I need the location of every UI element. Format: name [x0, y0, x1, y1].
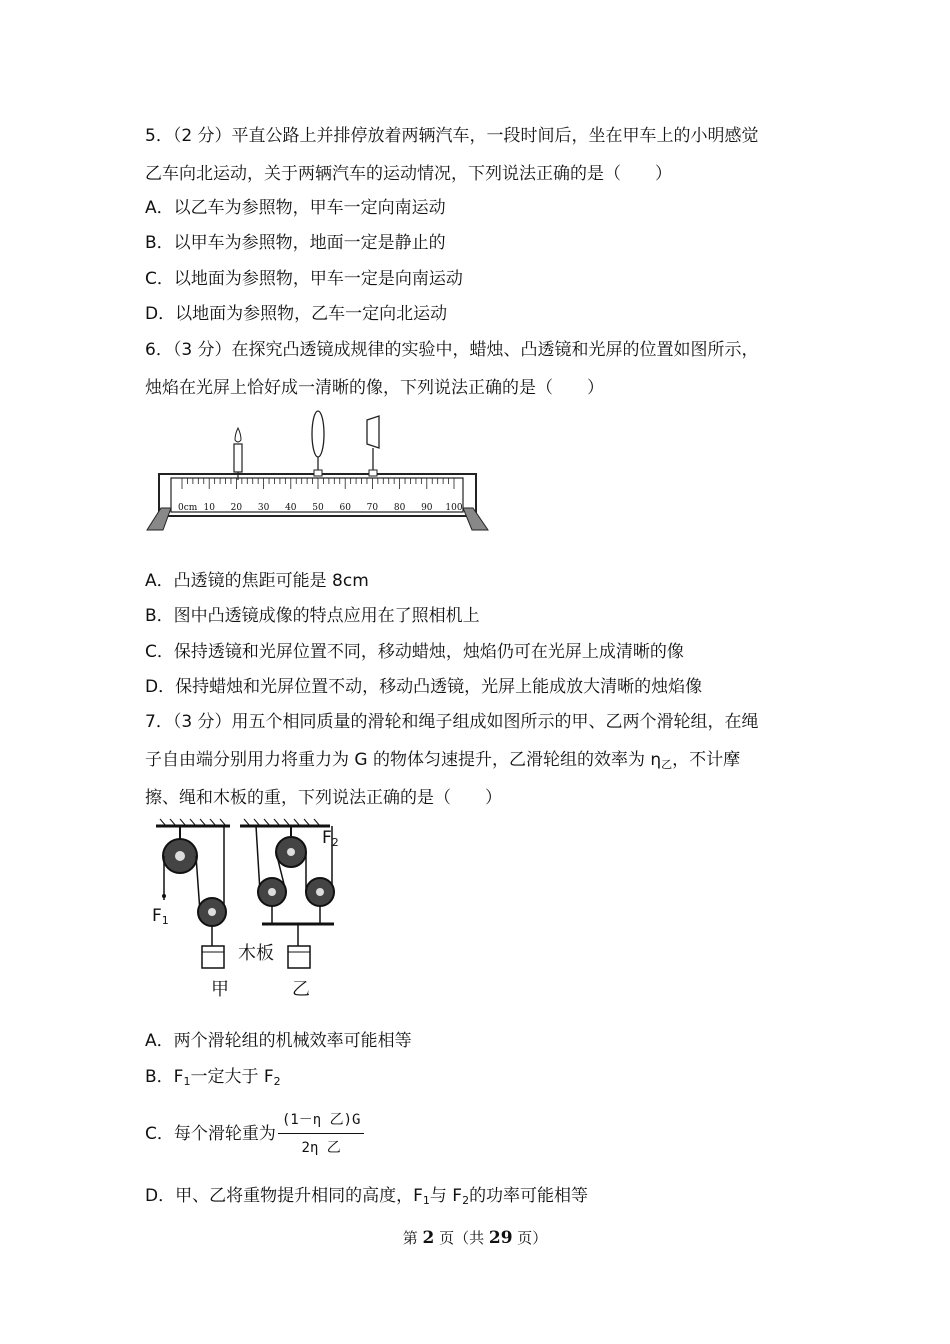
- ruler-label: 100: [445, 503, 463, 513]
- q5-stem-line1: 5．（2 分）平直公路上并排停放着两辆汽车，一段时间后，坐在甲车上的小明感觉: [145, 126, 759, 146]
- q6-option-d: D．保持蜡烛和光屏位置不动，移动凸透镜，光屏上能成放大清晰的烛焰像: [145, 677, 703, 697]
- ruler-label: 80: [393, 503, 406, 513]
- ruler-label: 50: [312, 503, 324, 513]
- q5-option-c: C．以地面为参照物，甲车一定是向南运动: [145, 269, 463, 289]
- ruler-label: 60: [339, 503, 351, 513]
- label-board: 木板: [238, 943, 274, 964]
- right-leg: [463, 508, 488, 530]
- label-f2: $F_2$: [322, 828, 339, 849]
- q6-option-a: A．凸透镜的焦距可能是 8cm: [145, 571, 369, 591]
- q5-option-b: B．以甲车为参照物，地面一定是静止的: [145, 233, 446, 253]
- pulley-weight-fraction: $\frac{\text{(1－η 乙)G}}{\text{2η 乙}}$: [278, 1110, 365, 1158]
- q5-stem-line2: 乙车向北运动，关于两辆汽车的运动情况，下列说法正确的是（ ）: [145, 164, 672, 184]
- page-footer: 第 2 页（共 29 页）: [402, 1228, 548, 1248]
- ruler-label: 90: [421, 503, 433, 513]
- left-leg: [147, 508, 171, 530]
- pulley-figure: [148, 818, 348, 1003]
- label-yi: 乙: [292, 979, 310, 1000]
- optical-bench-figure: [145, 408, 490, 536]
- q6-option-b: B．图中凸透镜成像的特点应用在了照相机上: [145, 606, 480, 626]
- q7-option-b: B．$F_1$一定大于 $F_2$: [145, 1067, 281, 1088]
- q7-stem-line3: 擦、绳和木板的重，下列说法正确的是（ ）: [145, 788, 502, 808]
- q5-option-a: A．以乙车为参照物，甲车一定向南运动: [145, 198, 446, 218]
- q7-option-a: A．两个滑轮组的机械效率可能相等: [145, 1031, 412, 1051]
- q6-option-c: C．保持透镜和光屏位置不同，移动蜡烛，烛焰仍可在光屏上成清晰的像: [145, 642, 684, 662]
- ruler-label: 40: [285, 503, 297, 513]
- ruler-label: 70: [366, 503, 379, 513]
- label-jia: 甲: [211, 979, 229, 1000]
- q7-stem-line1: 7．（3 分）用五个相同质量的滑轮和绳子组成如图所示的甲、乙两个滑轮组，在绳: [145, 712, 759, 732]
- ruler-label: 30: [257, 503, 270, 513]
- candle-icon: [234, 428, 242, 480]
- q6-stem-line1: 6．（3 分）在探究凸透镜成规律的实验中，蜡烛、凸透镜和光屏的位置如图所示，: [145, 340, 759, 360]
- convex-lens-icon: [312, 411, 324, 476]
- label-f1: $F_1$: [152, 906, 169, 927]
- pulley-set-jia: [162, 826, 226, 968]
- ruler-label: 10: [203, 503, 215, 513]
- q5-option-d: D．以地面为参照物，乙车一定向北运动: [145, 304, 448, 324]
- q6-stem-line2: 烛焰在光屏上恰好成一清晰的像，下列说法正确的是（ ）: [145, 378, 604, 398]
- q7-stem-line2: 子自由端分别用力将重力为 G 的物体匀速提升，乙滑轮组的效率为 $\eta_乙$，不计摩: [145, 750, 741, 771]
- q7-option-c: C．每个滑轮重为 $\frac{\text{(1－η 乙)G}}{\text{2η 乙}}$: [145, 1104, 364, 1164]
- q7-option-d: D．甲、乙将重物提升相同的高度，$F_1$与 $F_2$的功率可能相等: [145, 1186, 589, 1207]
- ruler-label: 0cm: [178, 503, 198, 513]
- light-screen-icon: [367, 416, 379, 476]
- ruler-label: 20: [230, 503, 243, 513]
